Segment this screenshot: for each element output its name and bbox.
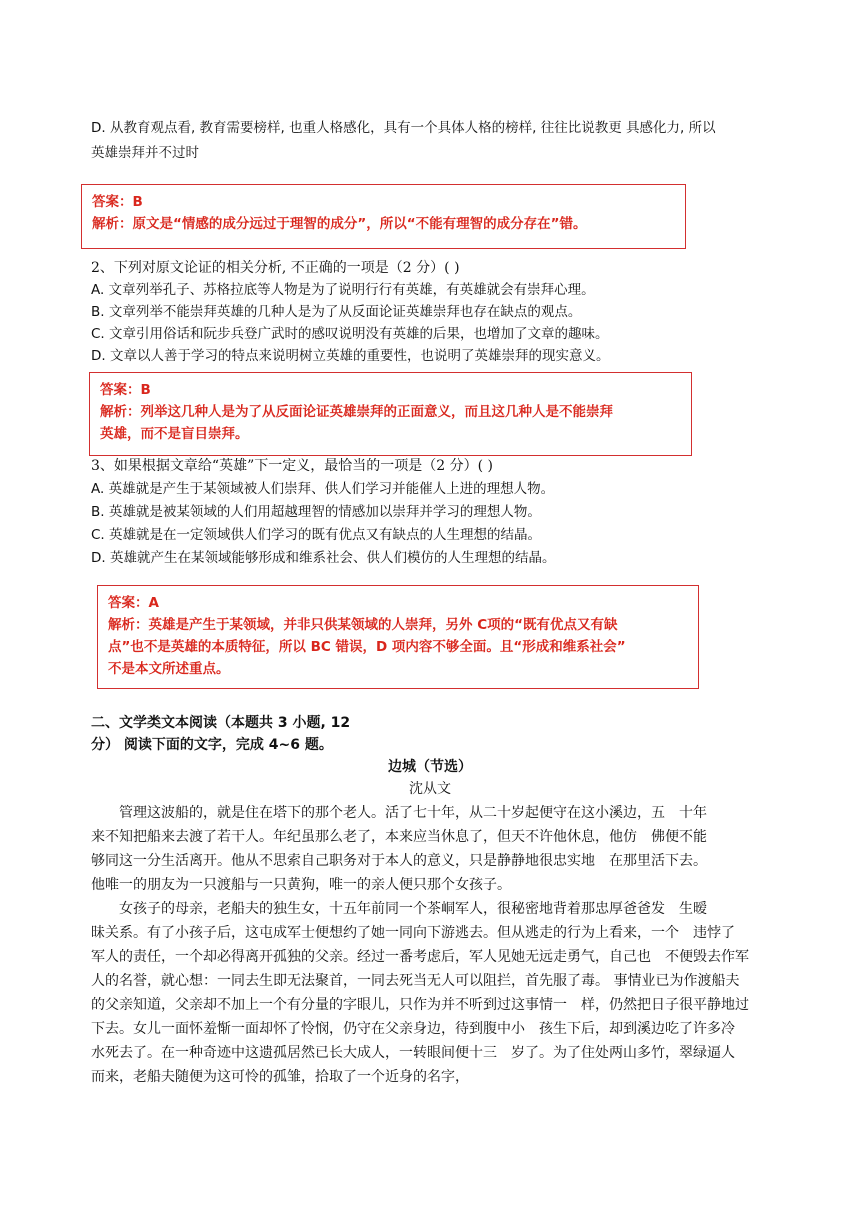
paragraph-line: 够同这一分生活离开。他从不思索自己职务对于本人的意义，只是静静地很忠实地 在那里活下去。 bbox=[91, 853, 707, 869]
analysis-text-line3: 不是本文所述重点。 bbox=[108, 661, 230, 677]
paragraph-line: 管理这波船的，就是住在塔下的那个老人。活了七十年，从二十岁起便守在这小溪边，五 十年 bbox=[91, 805, 707, 821]
paragraph-line: 而来，老船夫随便为这可怜的孤雏，拾取了一个近身的名字， bbox=[91, 1069, 469, 1085]
answer-box-2 bbox=[89, 372, 692, 456]
question-2-option-d: D. 文章以人善于学习的特点来说明树立英雄的重要性，也说明了英雄崇拜的现实意义。 bbox=[91, 348, 610, 364]
paragraph-line: 人的名誉，就心想：一同去生即无法聚首，一同去死当无人可以阻拦，首先服了毒。 事情业已为作渡船夫 bbox=[91, 973, 740, 989]
paragraph-line: 他唯一的朋友为一只渡船与一只黄狗，唯一的亲人便只那个女孩子。 bbox=[91, 877, 511, 893]
answer-label: 答案：A bbox=[108, 595, 159, 611]
section-2-heading-line1: 二、文学类文本阅读（本题共 3 小题, 12 bbox=[91, 715, 351, 731]
question-3-option-a: A. 英雄就是产生于某领域被人们崇拜、供人们学习并能催人上进的理想人物。 bbox=[91, 481, 555, 497]
paragraph-line: 女孩子的母亲，老船夫的独生女，十五年前同一个茶峒军人，很秘密地背着那忠厚爸爸发 生暧 bbox=[91, 901, 707, 917]
q1-option-d-line2: 英雄崇拜并不过时 bbox=[91, 145, 199, 161]
paragraph-line: 来不知把船来去渡了若干人。年纪虽那么老了，本来应当休息了，但天不许他休息，他仿 佛便不能 bbox=[91, 829, 707, 845]
question-3-option-d: D. 英雄就产生在某领域能够形成和维系社会、供人们模仿的人生理想的结晶。 bbox=[91, 550, 556, 566]
analysis-text-line1: 解析：英雄是产生于某领域，并非只供某领域的人崇拜，另外 C项的“既有优点又有缺 bbox=[108, 617, 618, 633]
passage-paragraph-1 bbox=[91, 801, 781, 897]
passage-title: 边城（节选） bbox=[388, 759, 472, 775]
paragraph-line: 水死去了。在一种奇迹中这遗孤居然已长大成人，一转眼间便十三 岁了。为了住处两山多竹，翠绿逼人 bbox=[91, 1045, 735, 1061]
q1-option-d-line1: D. 从教育观点看, 教育需要榜样, 也重人格感化，具有一个具体人格的榜样, 往往比说教更 具感化力, 所以 bbox=[91, 120, 716, 136]
paragraph-line: 昧关系。有了小孩子后，这屯成军士便想约了她一同向下游逃去。但从逃走的行为上看来，一个 违悖了 bbox=[91, 925, 735, 941]
answer-label: 答案：B bbox=[92, 194, 143, 210]
question-3-option-c: C. 英雄就是在一定领域供人们学习的既有优点又有缺点的人生理想的结晶。 bbox=[91, 527, 542, 543]
answer-box-3 bbox=[97, 585, 699, 689]
answer-box-1 bbox=[81, 184, 686, 249]
answer-label: 答案：B bbox=[100, 382, 151, 398]
passage-author: 沈从文 bbox=[409, 781, 451, 797]
question-2-option-c: C. 文章引用俗话和阮步兵登广武时的感叹说明没有英雄的后果，也增加了文章的趣味。 bbox=[91, 326, 609, 342]
question-2-option-a: A. 文章列举孔子、苏格拉底等人物是为了说明行行有英雄，有英雄就会有崇拜心理。 bbox=[91, 282, 595, 298]
paragraph-line: 下去。女儿一面怀羞惭一面却怀了怜悯，仍守在父亲身边，待到腹中小 孩生下后，却到溪边吃了许多冷 bbox=[91, 1021, 735, 1037]
passage-paragraph-2 bbox=[91, 897, 781, 1089]
analysis-text-line2: 点”也不是英雄的本质特征，所以 BC 错误，D 项内容不够全面。且“形成和维系社会” bbox=[108, 639, 626, 655]
paragraph-line: 军人的责任，一个却必得离开孤独的父亲。经过一番考虑后，军人见她无远走勇气，自己也 不便毁去作军 bbox=[91, 949, 749, 965]
paragraph-line: 的父亲知道，父亲却不加上一个有分量的字眼儿，只作为并不听到过这事情一 样，仍然把日子很平静地过 bbox=[91, 997, 749, 1013]
section-2-heading-line2: 分） 阅读下面的文字，完成 4~6 题。 bbox=[91, 737, 333, 753]
question-3-stem: 3、如果根据文章给“英雄”下一定义，最恰当的一项是（2 分）( ) bbox=[91, 458, 493, 474]
question-3-option-b: B. 英雄就是被某领域的人们用超越理智的情感加以崇拜并学习的理想人物。 bbox=[91, 504, 541, 520]
analysis-text-line1: 解析：列举这几种人是为了从反面论证英雄崇拜的正面意义，而且这几种人是不能崇拜 bbox=[100, 404, 613, 420]
analysis-text-line2: 英雄，而不是盲目崇拜。 bbox=[100, 426, 249, 442]
question-2-option-b: B. 文章列举不能崇拜英雄的几种人是为了从反面论证英雄崇拜也存在缺点的观点。 bbox=[91, 304, 582, 320]
question-2-stem: 2、下列对原文论证的相关分析, 不正确的一项是（2 分）( ) bbox=[91, 260, 460, 276]
analysis-text: 解析：原文是“情感的成分远过于理智的成分”，所以“不能有理智的成分存在”错。 bbox=[92, 216, 587, 232]
